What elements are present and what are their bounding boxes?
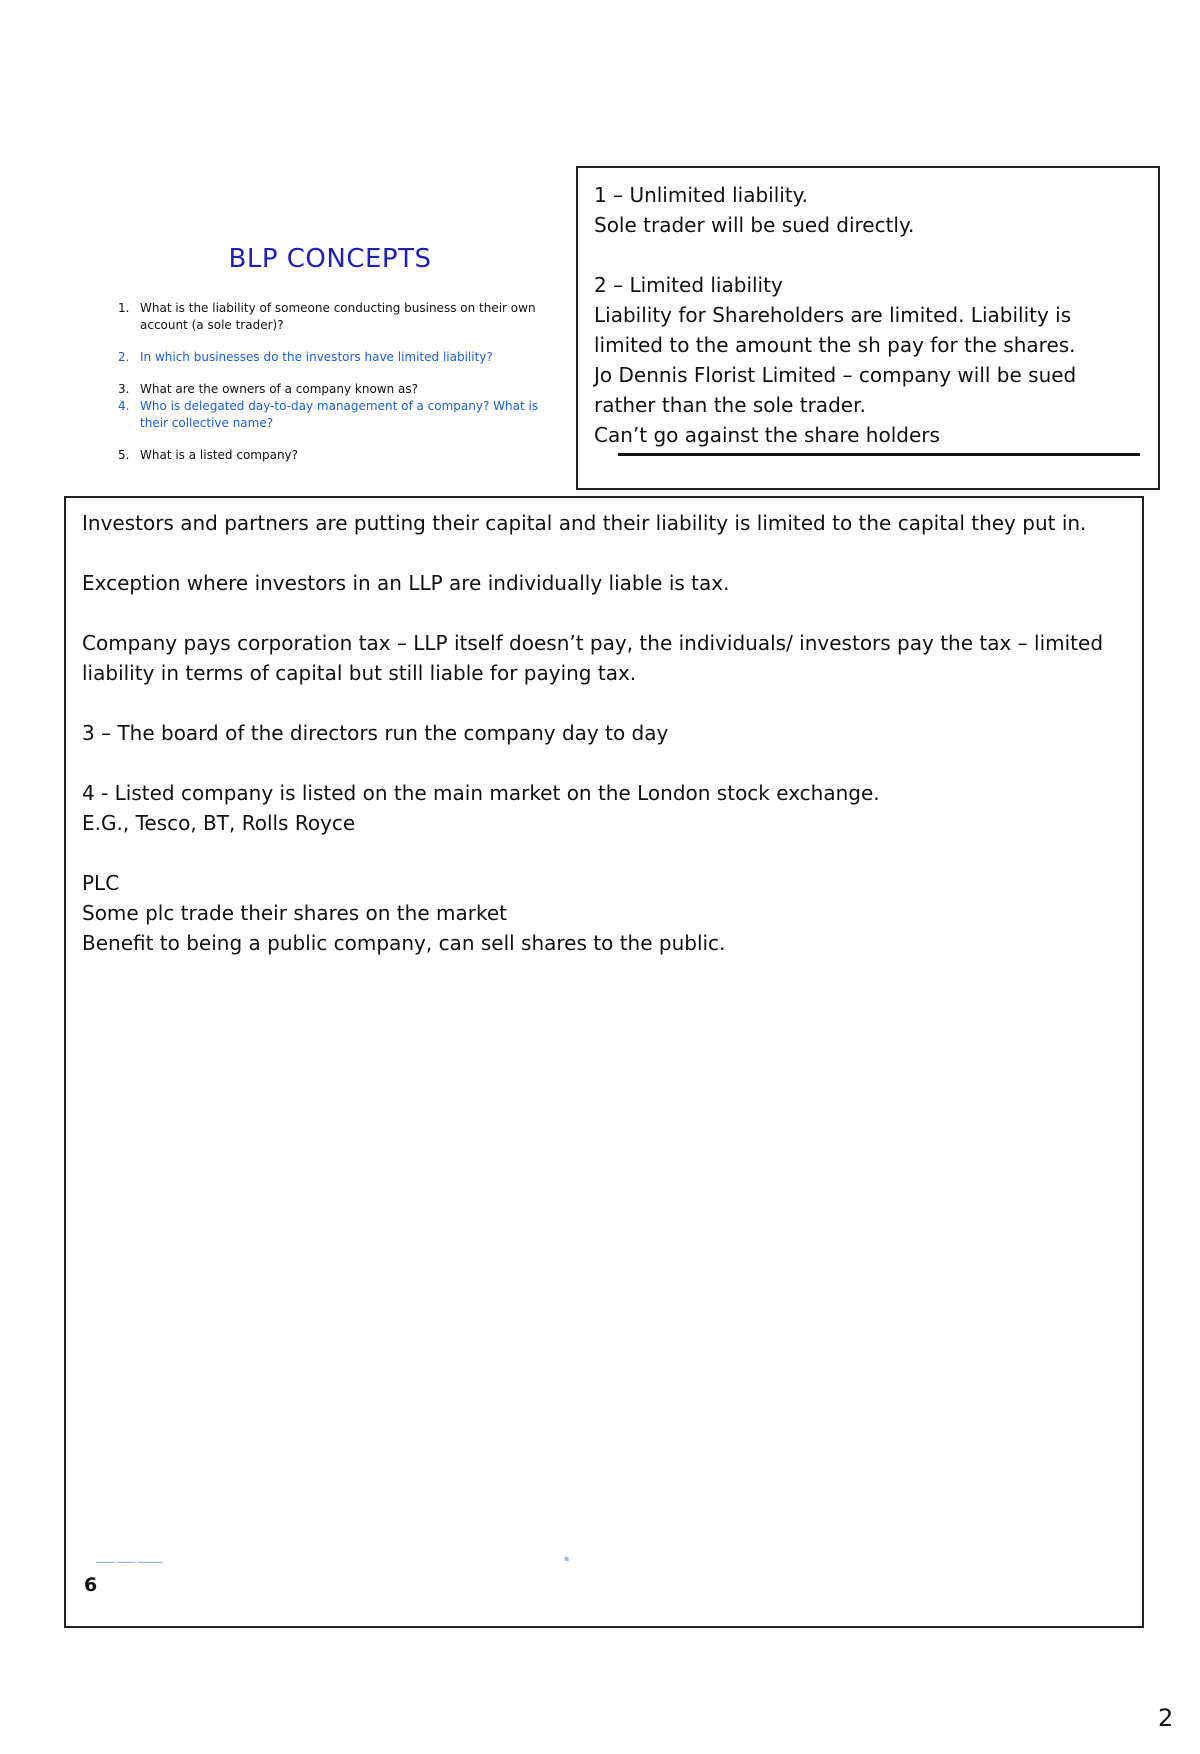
- question-list: [118, 300, 542, 464]
- notes-paragraph: Investors and partners are putting their capital and their liability is limited to the capital they put in.: [82, 511, 1087, 535]
- answer-line: Liability for Shareholders are limited. Liability is limited to the amount the sh pay for the shares.: [594, 303, 1076, 357]
- notes-paragraph: Exception where investors in an LLP are individually liable is tax.: [82, 571, 730, 595]
- notes-paragraph: E.G., Tesco, BT, Rolls Royce: [82, 811, 356, 835]
- underline-rule: [618, 453, 1140, 456]
- notes-paragraph: Benefit to being a public company, can sell shares to the public.: [82, 931, 726, 955]
- question-item: [118, 398, 542, 432]
- question-number: 4.: [118, 399, 130, 413]
- answer-line: Can’t go against the share holders: [594, 423, 940, 447]
- question-item: [118, 300, 542, 334]
- notes-paragraph: 3 – The board of the directors run the company day to day: [82, 721, 669, 745]
- notes-box: [64, 496, 1144, 1628]
- answer-line: Sole trader will be sued directly.: [594, 213, 915, 237]
- question-number: 2.: [118, 350, 130, 364]
- question-item: [118, 381, 542, 398]
- question-number: 1.: [118, 301, 130, 315]
- question-text: Who is delegated day-to-day management of a company? What is their collective name?: [140, 399, 539, 430]
- question-text: What is a listed company?: [140, 448, 299, 462]
- page-number: 2: [1158, 1704, 1174, 1732]
- question-text: What are the owners of a company known as?: [140, 382, 418, 396]
- answer-line: 1 – Unlimited liability.: [594, 183, 809, 207]
- question-item: [118, 447, 542, 464]
- answer-line: 2 – Limited liability: [594, 273, 783, 297]
- question-number: 5.: [118, 448, 130, 462]
- question-text: In which businesses do the investors have limited liability?: [140, 350, 493, 364]
- notes-paragraph: Some plc trade their shares on the market: [82, 901, 507, 925]
- slide-title: BLP CONCEPTS: [228, 244, 432, 274]
- question-number: 3.: [118, 382, 130, 396]
- slide-footer-dot: ▪: [564, 1554, 570, 1563]
- notes-paragraph: PLC: [82, 871, 120, 895]
- question-item: [118, 349, 542, 366]
- answer-box: [576, 166, 1160, 490]
- notes-paragraph: Company pays corporation tax – LLP itself doesn’t pay, the individuals/ investors pay the tax – limited liability in terms of capital but still liable for paying tax.: [82, 631, 1104, 685]
- notes-paragraph: 4 - Listed company is listed on the main market on the London stock exchange.: [82, 781, 880, 805]
- question-text: What is the liability of someone conducting business on their own account (a sole trader)?: [140, 301, 536, 332]
- slide-number: 6: [84, 1574, 98, 1596]
- answer-line: Jo Dennis Florist Limited – company will be sued rather than the sole trader.: [594, 363, 1077, 417]
- slide-footer-mark: ▁▁▁ ▁▁▁ ▁▁▁▁: [96, 1554, 163, 1563]
